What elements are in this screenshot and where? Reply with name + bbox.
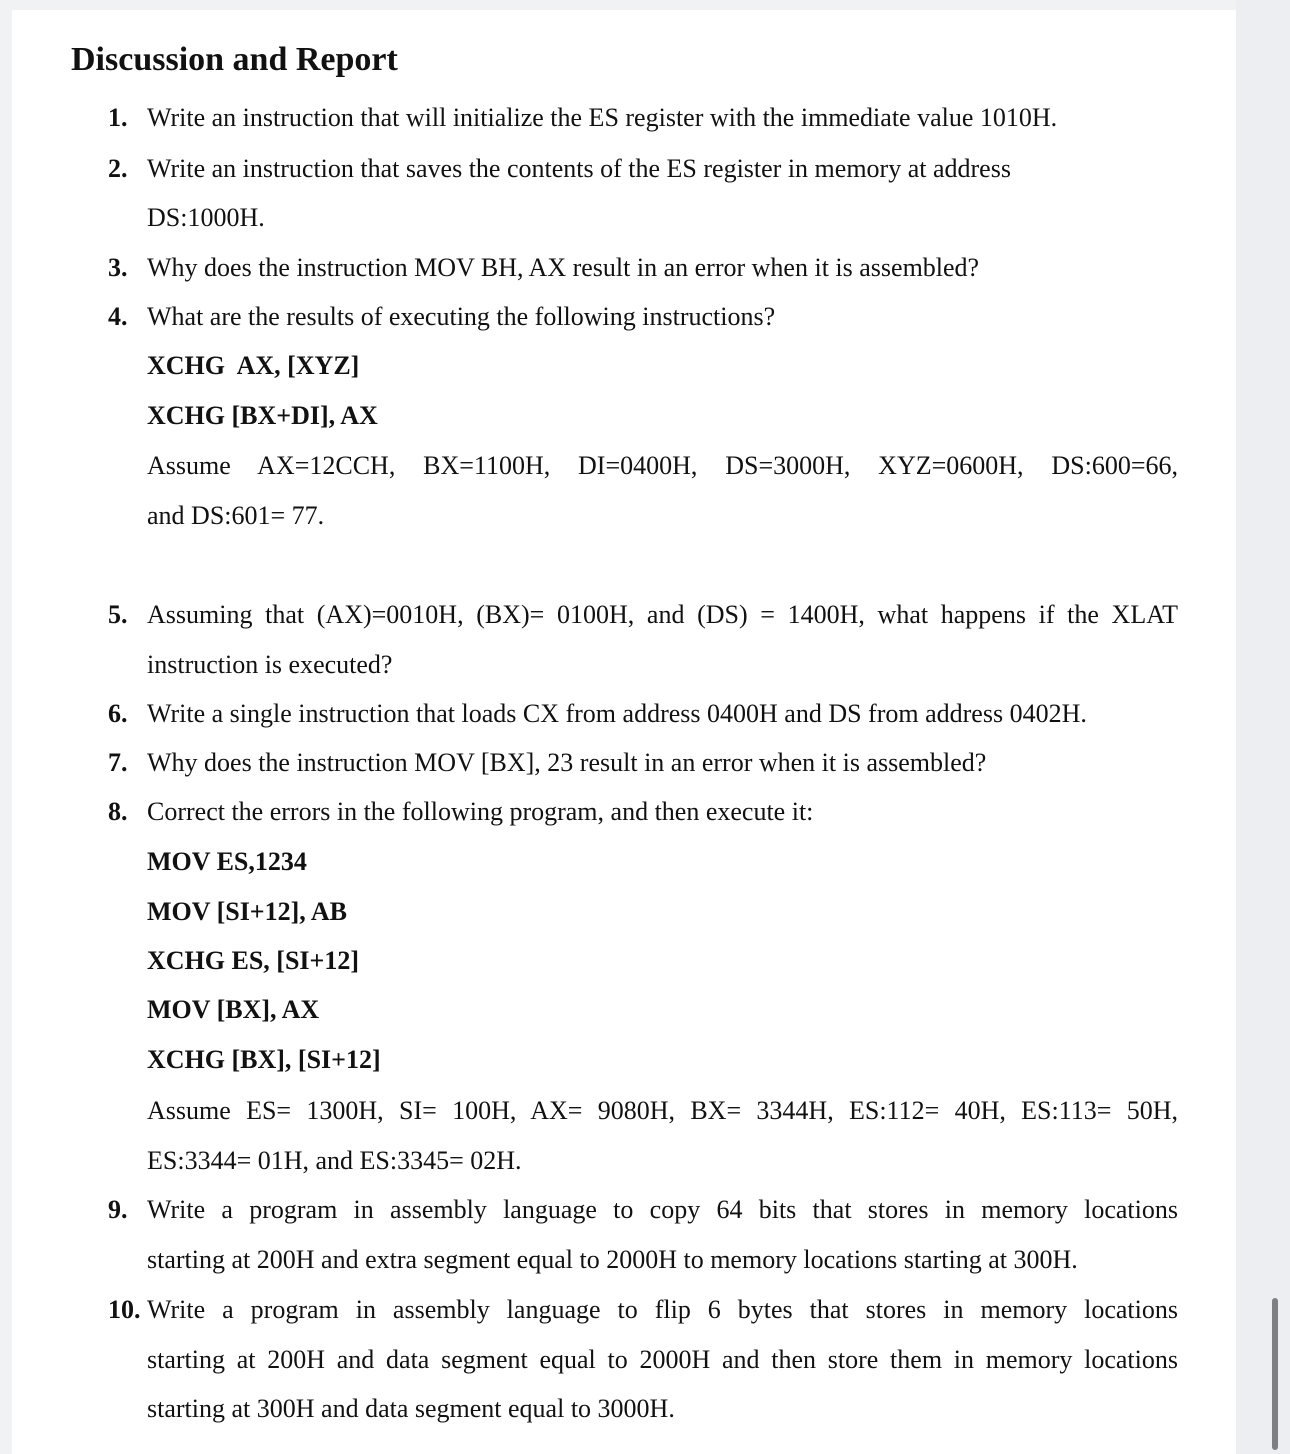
code-line: XCHG AX, [XYZ] [147, 351, 360, 380]
question-number: 6. [108, 699, 128, 728]
code-line: XCHG ES, [SI+12] [147, 946, 360, 975]
question-text: Write a program in assembly language to flip 6 bytes that stores in memory locations [147, 1295, 1178, 1324]
question-number: 8. [108, 797, 128, 826]
question-text: Write an instruction that will initialize the ES register with the immediate value 1010H. [147, 103, 1058, 132]
assumption-text: and DS:601= 77. [147, 501, 325, 530]
question-number: 5. [108, 600, 128, 629]
assumption-text: Assume AX=12CCH, BX=1100H, DI=0400H, DS=3000H, XYZ=0600H, DS:600=66, [147, 451, 1178, 480]
question-text: starting at 200H and extra segment equal to 2000H to memory locations starting at 300H. [147, 1245, 1078, 1274]
question-text: DS:1000H. [147, 203, 265, 232]
question-text: instruction is executed? [147, 650, 393, 679]
question-text: Write a single instruction that loads CX from address 0400H and DS from address 0402H. [147, 699, 1087, 728]
question-text: Write a program in assembly language to copy 64 bits that stores in memory locations [147, 1195, 1178, 1224]
question-text: Write an instruction that saves the contents of the ES register in memory at address [147, 154, 1011, 183]
code-line: MOV ES,1234 [147, 847, 307, 876]
question-text: starting at 200H and data segment equal to 2000H and then store them in memory locations [147, 1345, 1178, 1374]
question-number: 7. [108, 748, 128, 777]
code-line: MOV [BX], AX [147, 995, 320, 1024]
question-number: 2. [108, 154, 128, 183]
question-number: 9. [108, 1195, 128, 1224]
question-number: 10. [108, 1295, 141, 1324]
question-text: Why does the instruction MOV BH, AX result in an error when it is assembled? [147, 253, 980, 282]
code-line: MOV [SI+12], AB [147, 897, 347, 926]
assumption-text: ES:3344= 01H, and ES:3345= 02H. [147, 1146, 522, 1175]
question-text: starting at 300H and data segment equal to 3000H. [147, 1394, 675, 1423]
question-text: Correct the errors in the following program, and then execute it: [147, 797, 814, 826]
question-text: Assuming that (AX)=0010H, (BX)= 0100H, and (DS) = 1400H, what happens if the XLAT [147, 600, 1178, 629]
question-number: 3. [108, 253, 128, 282]
question-text: Why does the instruction MOV [BX], 23 result in an error when it is assembled? [147, 748, 987, 777]
assumption-text: Assume ES= 1300H, SI= 100H, AX= 9080H, BX= 3344H, ES:112= 40H, ES:113= 50H, [147, 1096, 1178, 1125]
code-line: XCHG [BX], [SI+12] [147, 1045, 381, 1074]
question-number: 4. [108, 302, 128, 331]
question-number: 1. [108, 103, 128, 132]
code-line: XCHG [BX+DI], AX [147, 401, 378, 430]
page-title: Discussion and Report [71, 41, 398, 78]
question-text: What are the results of executing the following instructions? [147, 302, 776, 331]
